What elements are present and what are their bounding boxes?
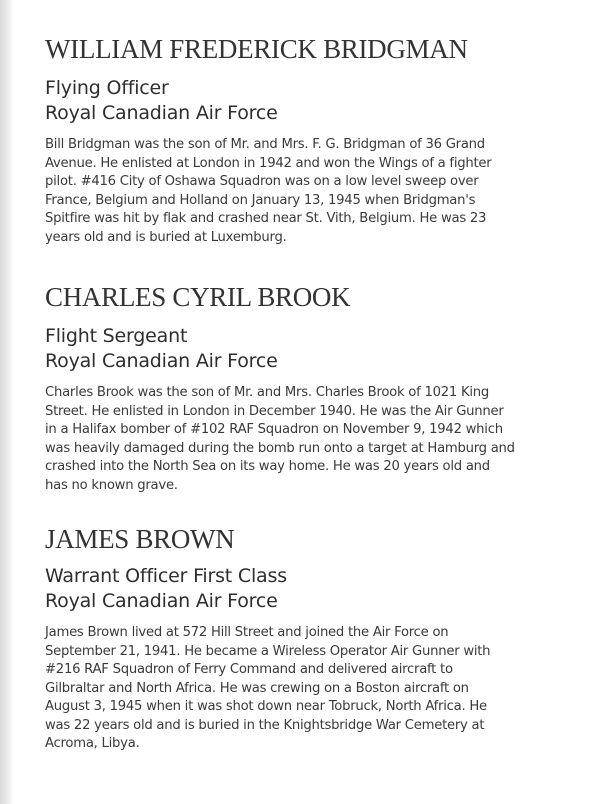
bio-line: France, Belgium and Holland on January 13, 1945 when Bridgman's	[45, 192, 476, 208]
bio-line: Street. He enlisted in London in December 1940. He was the Air Gunner	[45, 403, 504, 419]
entry-rank: Warrant Officer First Class	[45, 565, 287, 587]
entry-service: Royal Canadian Air Force	[45, 590, 278, 612]
bio-line: Bill Bridgman was the son of Mr. and Mrs. F. G. Bridgman of 36 Grand	[45, 137, 485, 152]
bio-line: crashed into the North Sea on its way home. He was 20 years old and	[45, 459, 490, 474]
entry-name: CHARLES CYRIL BROOK	[45, 282, 351, 312]
bio-line: September 21, 1941. He became a Wireless Operator Air Gunner with	[45, 643, 491, 659]
scan-edge-shadow	[0, 0, 14, 804]
bio-line: years old and is buried at Luxemburg.	[45, 229, 287, 245]
bio-line: was heavily damaged during the bomb run onto a target at Hamburg and	[45, 440, 515, 456]
entry-name: WILLIAM FREDERICK BRIDGMAN	[45, 34, 468, 64]
bio-line: was 22 years old and is buried in the Knightsbridge War Cemetery at	[45, 717, 485, 733]
bio-line: Gilbraltar and North Africa. He was crewing on a Boston aircraft on	[45, 680, 469, 696]
bio-line: Avenue. He enlisted at London in 1942 and won the Wings of a fighter	[45, 155, 492, 171]
bio-line: August 3, 1945 when it was shot down near Tobruck, North Africa. He	[45, 699, 487, 714]
entry-name: JAMES BROWN	[45, 524, 235, 554]
entry-biography	[45, 384, 585, 495]
memorial-entry	[45, 34, 585, 247]
entry-rank: Flight Sergeant	[45, 325, 188, 347]
bio-line: Acroma, Libya.	[45, 736, 140, 751]
entry-rank: Flying Officer	[45, 77, 169, 99]
entry-service: Royal Canadian Air Force	[45, 102, 278, 124]
entry-biography	[45, 136, 585, 247]
entry-biography	[45, 624, 585, 754]
memorial-entry	[45, 282, 585, 495]
bio-line: has no known grave.	[45, 477, 178, 493]
bio-line: in a Halifax bomber of #102 RAF Squadron on November 9, 1942 which	[45, 422, 503, 437]
bio-line: #216 RAF Squadron of Ferry Command and delivered aircraft to	[45, 662, 453, 677]
entry-service: Royal Canadian Air Force	[45, 350, 278, 372]
memorial-entry	[45, 524, 585, 754]
bio-line: Charles Brook was the son of Mr. and Mrs. Charles Brook of 1021 King	[45, 385, 489, 400]
bio-line: pilot. #416 City of Oshawa Squadron was on a low level sweep over	[45, 174, 479, 189]
bio-line: Spitfire was hit by flak and crashed near St. Vith, Belgium. He was 23	[45, 211, 487, 226]
bio-line: James Brown lived at 572 Hill Street and joined the Air Force on	[45, 625, 449, 640]
